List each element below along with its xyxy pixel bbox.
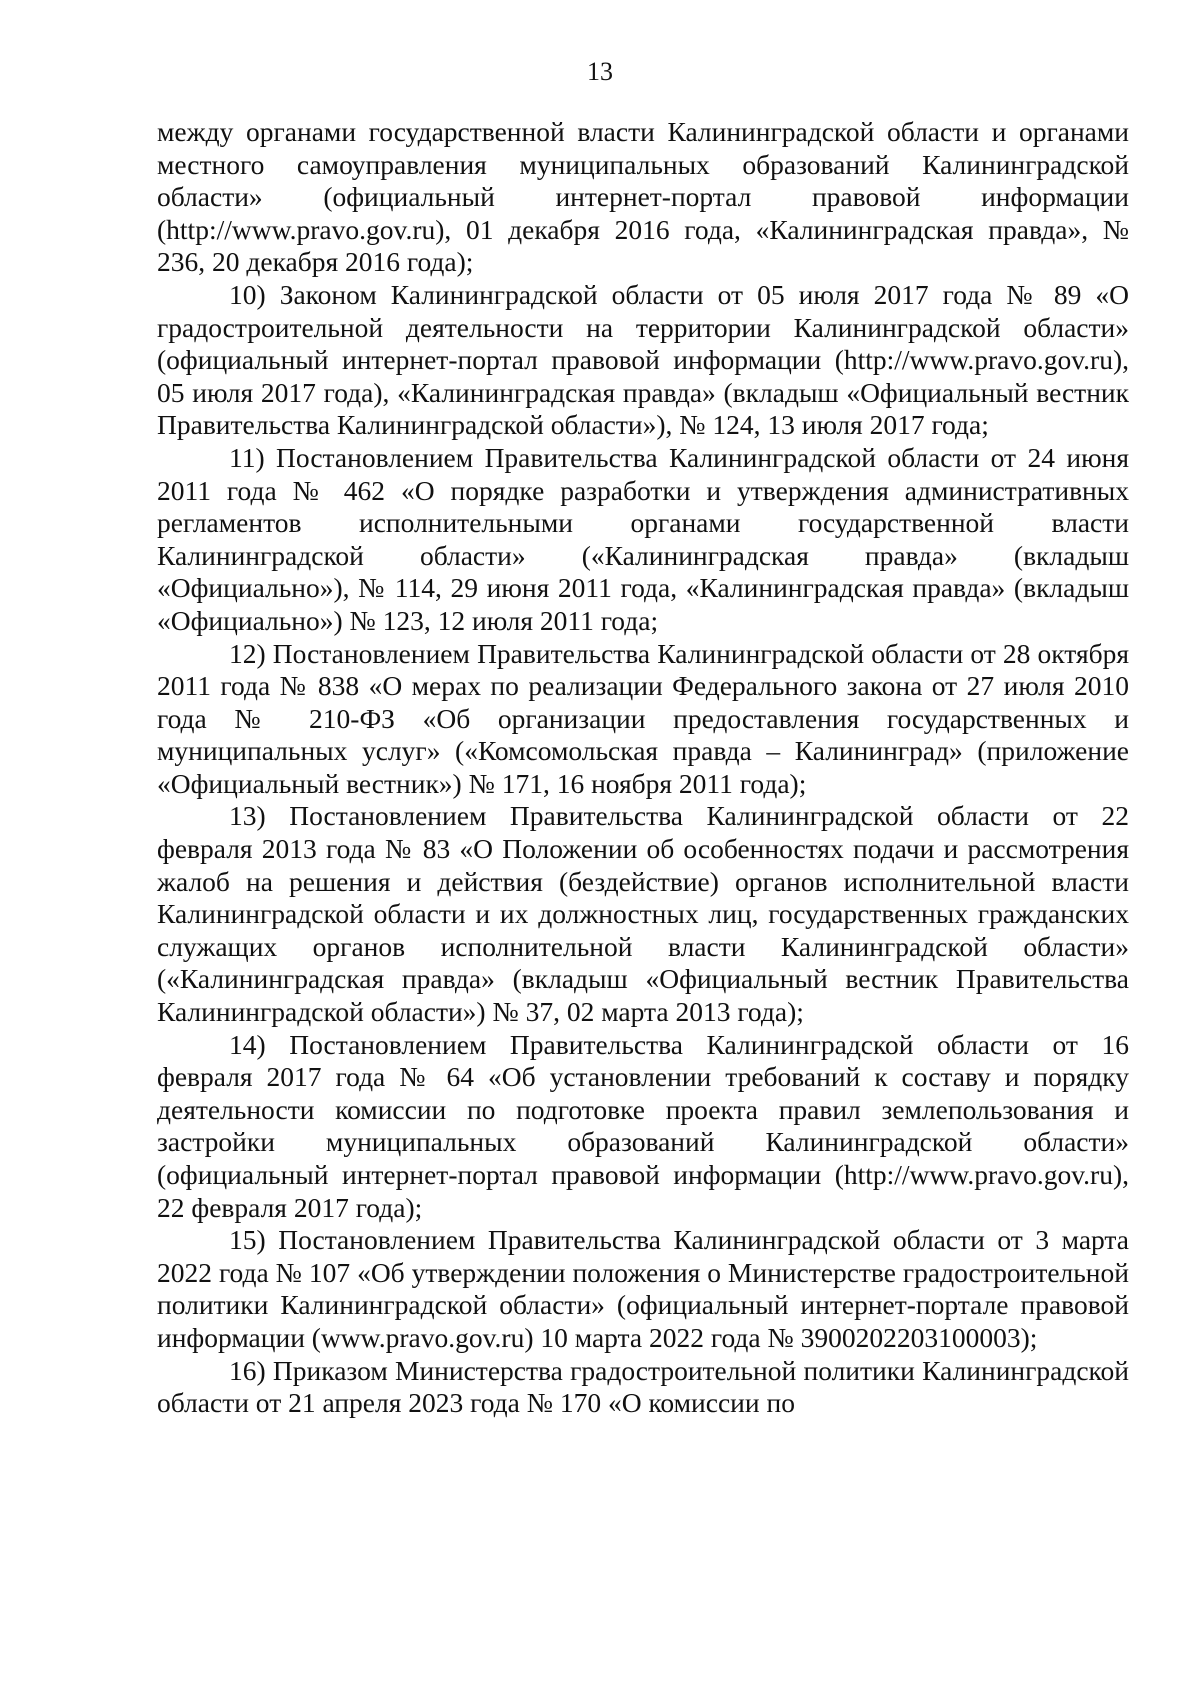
list-item-10: 10) Законом Калининградской области от 05 июля 2017 года № 89 «О градостроительной деятельности на территории Калининградской области» (официальный интернет-портал правовой информации (http://www.pravo.gov.ru), 05 июля 2017 года), «Калининградская правда» (вкладыш «Официальный вестник Правительства Калининградской области»), № 124, 13 июля 2017 года; bbox=[157, 278, 1129, 441]
list-item-11: 11) Постановлением Правительства Калининградской области от 24 июня 2011 года № 462 «О порядке разработки и утверждения административных регламентов исполнительными органами государственной власти Калининградской области» («Калининградская правда» (вкладыш «Официально»), № 114, 29 июня 2011 года, «Калининградская правда» (вкладыш «Официально») № 123, 12 июля 2011 года; bbox=[157, 441, 1129, 636]
list-item-15: 15) Постановлением Правительства Калининградской области от 3 марта 2022 года № 107 «Об утверждении положения о Министерстве градостроительной политики Калининградской области» (официальный интернет-портале правовой информации (www.pravo.gov.ru) 10 марта 2022 года № 3900202203100003); bbox=[157, 1224, 1129, 1353]
list-item-14: 14) Постановлением Правительства Калининградской области от 16 февраля 2017 года № 64 «Об установлении требований к составу и порядку деятельности комиссии по подготовке проекта правил землепользования и застройки муниципальных образований Калининградской области» (официальный интернет-портал правовой информации (http://www.pravo.gov.ru), 22 февраля 2017 года); bbox=[157, 1028, 1129, 1223]
document-body bbox=[157, 116, 1129, 1420]
list-item-12: 12) Постановлением Правительства Калининградской области от 28 октября 2011 года № 838 «О мерах по реализации Федерального закона от 27 июля 2010 года № 210-ФЗ «Об организации предоставления государственных и муниципальных услуг» («Комсомольская правда – Калининград» (приложение «Официальный вестник») № 171, 16 ноября 2011 года); bbox=[157, 637, 1129, 799]
list-item-16: 16) Приказом Министерства градостроительной политики Калининградской области от 21 апреля 2023 года № 170 «О комиссии по bbox=[157, 1354, 1129, 1419]
paragraph-continued: между органами государственной власти Калининградской области и органами местного самоуправления муниципальных образований Калининградской области» (официальный интернет-портал правовой информации (http://www.pravo.gov.ru), 01 декабря 2016 года, «Калининградская правда», № 236, 20 декабря 2016 года); bbox=[157, 116, 1129, 278]
page-number: 13 bbox=[587, 57, 613, 86]
list-item-13: 13) Постановлением Правительства Калининградской области от 22 февраля 2013 года № 83 «О Положении об особенностях подачи и рассмотрения жалоб на решения и действия (бездействие) органов исполнительной власти Калининградской области и их должностных лиц, государственных гражданских служащих органов исполнительной власти Калининградской области» («Калининградская правда» (вкладыш «Официальный вестник Правительства Калининградской области») № 37, 02 марта 2013 года); bbox=[157, 800, 1129, 1028]
